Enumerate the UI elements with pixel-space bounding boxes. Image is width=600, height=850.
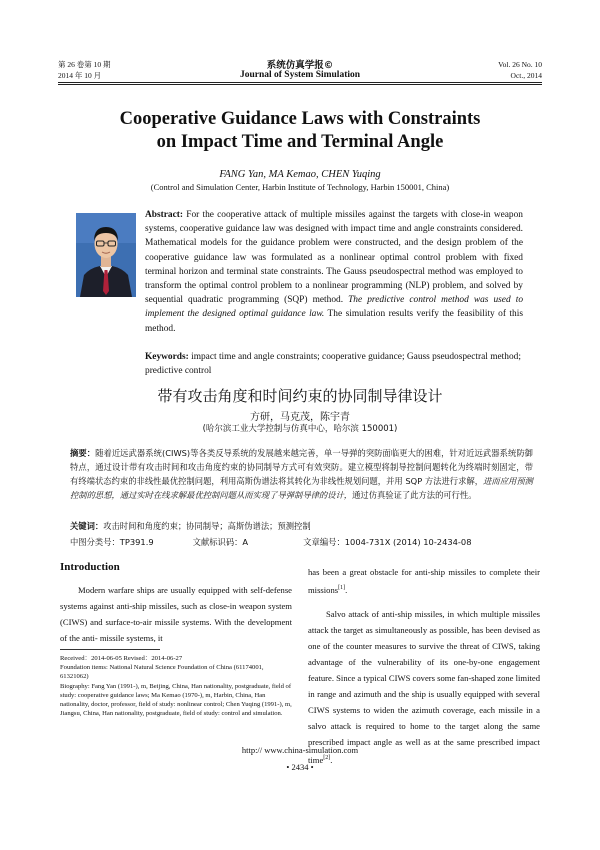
chinese-keywords [70,520,533,533]
classification-line [70,536,540,549]
footnote-foundation: Foundation items: National Natural Science Foundation of China (61174001, 61321062) [60,664,264,681]
chinese-affiliation: (哈尔滨工业大学控制与仿真中心，哈尔滨 150001) [202,424,398,434]
page-number: • 2434 • [286,762,314,772]
chinese-title: 带有攻击角度和时间约束的协同制导律设计 [157,387,443,405]
intro-right-p1-end: . [345,584,348,595]
keywords-text: impact time and angle constraints; cooperative guidance; Gauss pseudospectral method; predictive control [145,352,521,376]
abstract-text-italic: The predictive control method was used to implement the designed optimal guidance law. [145,295,524,320]
abstract-label: Abstract: [145,210,184,220]
abstract-text-2: The simulation results verify the feasibility of this method. [145,309,523,334]
chinese-abstract-label: 摘要： [70,448,96,458]
section-heading-introduction: Introduction [60,561,120,573]
intro-right-p1-text: has been a great obstacle for anti-ship missiles to complete their missions [308,567,540,595]
header-date-en: Oct., 2014 [510,71,542,80]
intro-right-paragraph-2 [308,606,540,768]
document-code: 文献标识码：A [192,537,249,547]
chinese-abstract-text: 随着近远武器系统(CIWS)等各类反导系统的发展越来越完善，单一导弹的突防面临更大的困难，针对近远武器系统防御特点，通过设计带有攻击时间和攻击角度约束的协同制导方式可有效突防。建立模型将制导控制问题转化为终端时刻固定，带有终端状态约束的非线性最优控制问题，利用高斯伪谱法将其转化为非线性规划问题，并用 SQP 方法进行求解， [70,448,533,486]
intro-right-paragraph-1 [308,564,540,598]
footnote-rule [60,649,160,650]
title-line-2: on Impact Time and Terminal Angle [156,132,444,152]
keywords-label: Keywords: [145,352,189,362]
author-list: FANG Yan, MA Kemao, CHEN Yuqing [219,169,381,180]
author-portrait-image [76,213,136,297]
header-rule-2 [58,84,542,85]
chinese-abstract [70,446,533,502]
chinese-authors: 方研，马克茂，陈宇青 [250,412,350,423]
intro-left-paragraph: Modern warfare ships are usually equipped with self-defense systems against anti-ship missiles, such as close-in weapon system (CIWS) and surface-to-air missile systems. With the development of the anti- missile systems, it [60,585,292,643]
affiliation: (Control and Simulation Center, Harbin Institute of Technology, Harbin 150001, China) [150,182,450,192]
intro-right-p2-text: Salvo attack of anti-ship missiles, in which multiple missiles attack the target as simultaneously as possible, has been devised as one of the counter measures to survive the threat of CIWS, taking advantage of the vulnerability of its one-by-one engagement feature. Since a typical CIWS covers some fan-shaped zone limited in range and azimuth and the ship is usually equipped with several CIWS systems to widen the azimuth coverage, each missile in a salvo attack is required to home to the target along the same prescribed impact angle as well as at the same prescribed impact time [308,608,540,765]
chinese-keywords-text: 攻击时间和角度约束；协同制导；高斯伪谱法；预测控制 [103,521,311,531]
citation-2[interactable]: [2] [323,754,331,761]
chinese-abstract-tail: 通过仿真验证了此方法的可行性。 [352,490,477,500]
header-rule [58,82,542,83]
journal-name-en: Journal of System Simulation [239,70,361,80]
author-photo [76,213,136,297]
article-number: 文章编号：1004-731X (2014) 10-2434-08 [303,537,472,547]
citation-1[interactable]: [1] [338,585,346,591]
footnote [60,654,292,718]
header-volume: 第 26 卷第 10 期 [58,60,111,69]
keywords [145,350,525,378]
title-line-1: Cooperative Guidance Laws with Constraints [119,109,481,129]
header-date: 2014 年 10 月 [58,71,102,80]
header-vol-en: Vol. 26 No. 10 [498,60,542,69]
paper-title [60,108,540,154]
journal-url[interactable]: http:// www.china-simulation.com [241,745,359,755]
column-right [308,564,540,768]
footnote-biography: Biography: Fang Yan (1991-), m, Beijing, China, Han nationality, postgraduate, field of study: cooperative guidance laws; Ma Kemao (1970-), m, Harbin, China, Han nationality, doctor, professor, field of study: nonlinear control; Chen Yuqing (1991-), m, Jiangsu, China, Han nationality, postgraduate, field of study: control and simulation. [60,682,292,718]
abstract-text-1: For the cooperative attack of multiple missiles against the targets with close-in weapon systems, cooperative guidance law was designed with impact time and angle constraints considered. Mathematical models for the guidance problem were constructed, and the design problem of the cooperative guidance law was formulated as a nonlinear optimal control problem with fixed terminal horizon and terminal state constraints. The Gauss pseudospectral method was employed to transform the optimal control problem to a nonlinear programming (NLP) problem, and solved by sequential quadratic programming (SQP) method. [145,210,523,306]
chinese-abstract-italic: 进而应用预测控制的思想，通过实时在线求解最优控制问题从而实现了导弹制导律的设计， [70,476,533,500]
abstract [145,208,523,336]
footnote-received: Received：2014-06-05 Revised：2014-06-27 [60,655,183,662]
chinese-keywords-label: 关键词： [70,521,104,531]
intro-right-p2-end: . [330,754,333,765]
class-number: 中图分类号：TP391.9 [70,537,154,547]
column-left [60,582,292,646]
journal-name-cn: 系统仿真学报© [266,60,334,71]
